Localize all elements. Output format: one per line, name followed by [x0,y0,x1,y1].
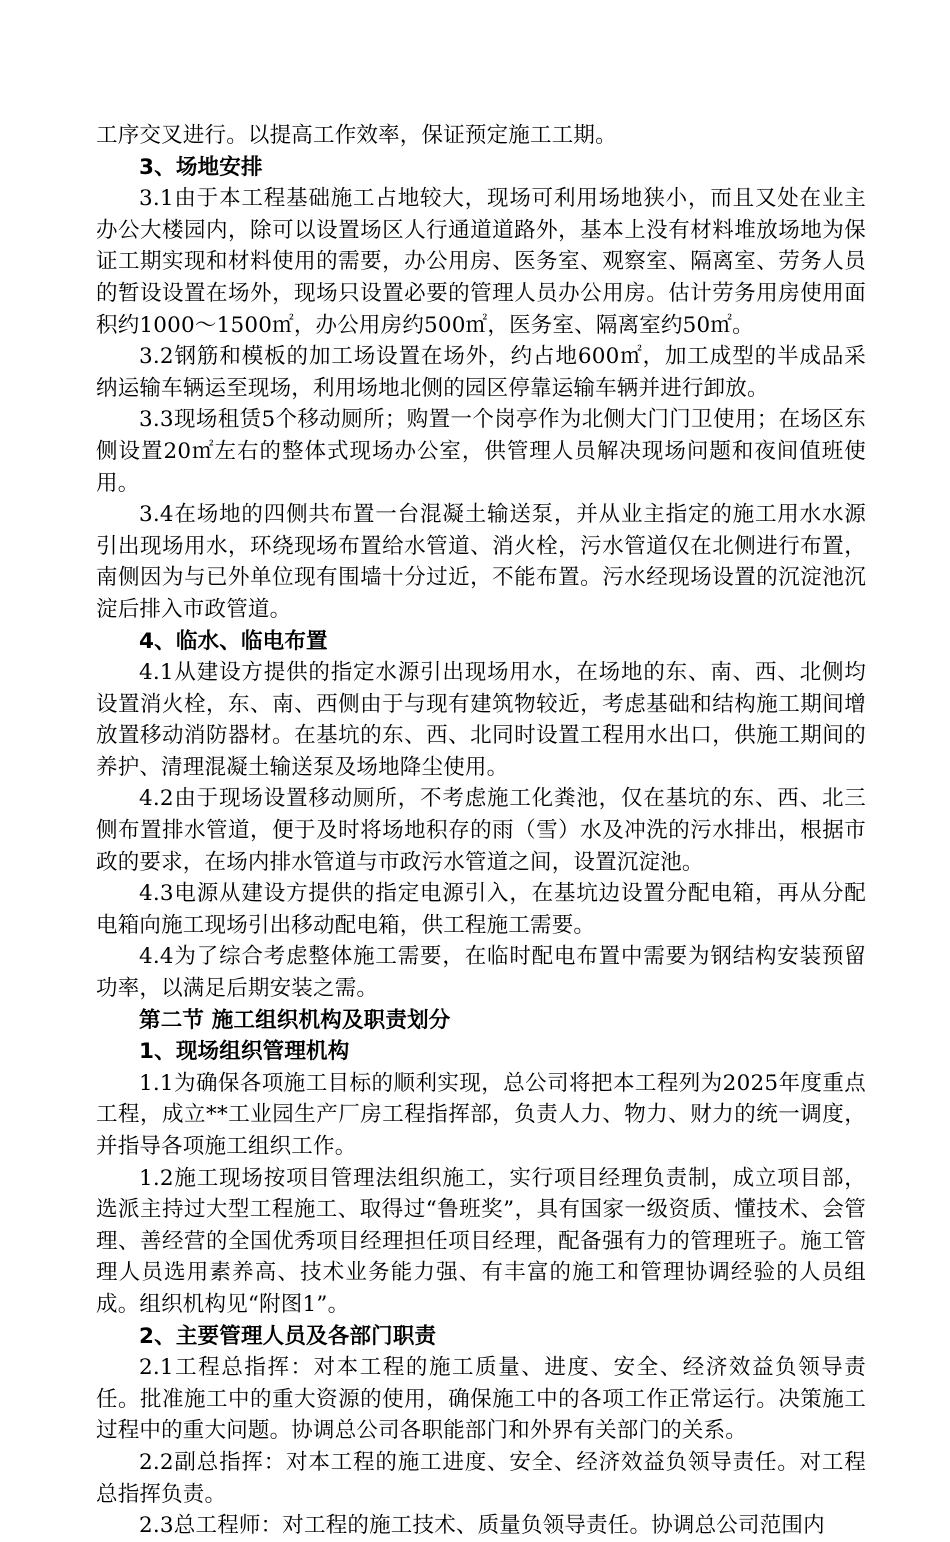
heading-staff-duties: 2、主要管理人员及各部门职责 [139,1323,437,1349]
paragraph-3-2: 3.2钢筋和模板的加工场设置在场外，约占地600㎡，加工成型的半成品采纳运输车辆运至现场，利用场地北侧的园区停靠运输车辆并进行卸放。 [96,344,866,401]
paragraph-1-2: 1.2施工现场按项目管理法组织施工，实行项目经理负责制，成立项目部，选派主持过大型工程施工、取得过“鲁班奖”，具有国家一级资质、懂技术、会管理、善经营的全国优秀项目经理担任项目经理，配备强有力的管理班子。施工管理人员选用素养高、技术业务能力强、有丰富的施工和管理协调经验的人员组成。组织机构见“附图1”。 [96,1165,866,1317]
paragraph-3-3: 3.3现场租赁5个移动厕所；购置一个岗亭作为北侧大门门卫使用；在场区东侧设置20㎡左右的整体式现场办公室，供管理人员解决现场问题和夜间值班使用。 [96,407,866,496]
paragraph-4-3: 4.3电源从建设方提供的指定电源引入，在基坑边设置分配电箱，再从分配电箱向施工现场引出移动配电箱，供工程施工需要。 [96,881,866,938]
document-body [96,120,866,1542]
paragraph-4-2: 4.2由于现场设置移动厕所，不考虑施工化粪池，仅在基坑的东、西、北三侧布置排水管道，便于及时将场地积存的雨（雪）水及冲洗的污水排出，根据市政的要求，在场内排水管道与市政污水管道之间，设置沉淀池。 [96,786,866,875]
heading-temp-water-power: 4、临水、临电布置 [139,628,328,654]
paragraph-4-4: 4.4为了综合考虑整体施工需要，在临时配电布置中需要为钢结构安装预留功率，以满足后期安装之需。 [96,944,866,1002]
paragraph-1-1: 1.1为确保各项施工目标的顺利实现，总公司将把本工程列为2025年度重点工程，成立**工业园生产厂房工程指挥部，负责人力、物力、财力的统一调度，并指导各项施工组织工作。 [96,1070,866,1159]
heading-site-organization: 1、现场组织管理机构 [139,1039,350,1065]
paragraph-2-3: 2.3总工程师：对工程的施工技术、质量负领导责任。协调总公司范围内 [139,1513,825,1539]
paragraph-4-1: 4.1从建设方提供的指定水源引出现场用水，在场地的东、南、西、北侧均设置消火栓，东、南、西侧由于与现有建筑物较近，考虑基础和结构施工期间增放置移动消防器材。在基坑的东、西、北同时设置工程用水出口，供施工期间的养护、清理混凝土输送泵及场地降尘使用。 [96,660,866,780]
continuation-paragraph: 工序交叉进行。以提高工作效率，保证预定施工工期。 [96,123,617,148]
paragraph-2-2: 2.2副总指挥：对本工程的施工进度、安全、经济效益负领导责任。对工程总指挥负责。 [96,1449,866,1507]
paragraph-3-1: 3.1由于本工程基础施工占地较大，现场可利用场地狭小，而且又处在业主办公大楼园内，除可以设置场区人行通道道路外，基本上没有材料堆放场地为保证工期实现和材料使用的需要，办公用房、医务室、观察室、隔离室、劳务人员的暂设设置在场外，现场只设置必要的管理人员办公用房。估计劳务用房使用面积约1000～1500㎡，办公用房约500㎡，医务室、隔离室约50㎡。 [96,186,866,338]
heading-site-arrangement: 3、场地安排 [139,154,263,180]
paragraph-2-1: 2.1工程总指挥：对本工程的施工质量、进度、安全、经济效益负领导责任。批准施工中的重大资源的使用，确保施工中的各项工作正常运行。决策施工过程中的重大问题。协调总公司各职能部门和外界有关部门的关系。 [96,1355,866,1444]
paragraph-3-4: 3.4在场地的四侧共布置一台混凝土输送泵，并从业主指定的施工用水水源引出现场用水，环绕现场布置给水管道、消火栓，污水管道仅在北侧进行布置，南侧因为与已外单位现有围墙十分过近，不能布置。污水经现场设置的沉淀池沉淀后排入市政管道。 [96,502,866,622]
heading-section-2: 第二节 施工组织机构及职责划分 [139,1007,451,1033]
